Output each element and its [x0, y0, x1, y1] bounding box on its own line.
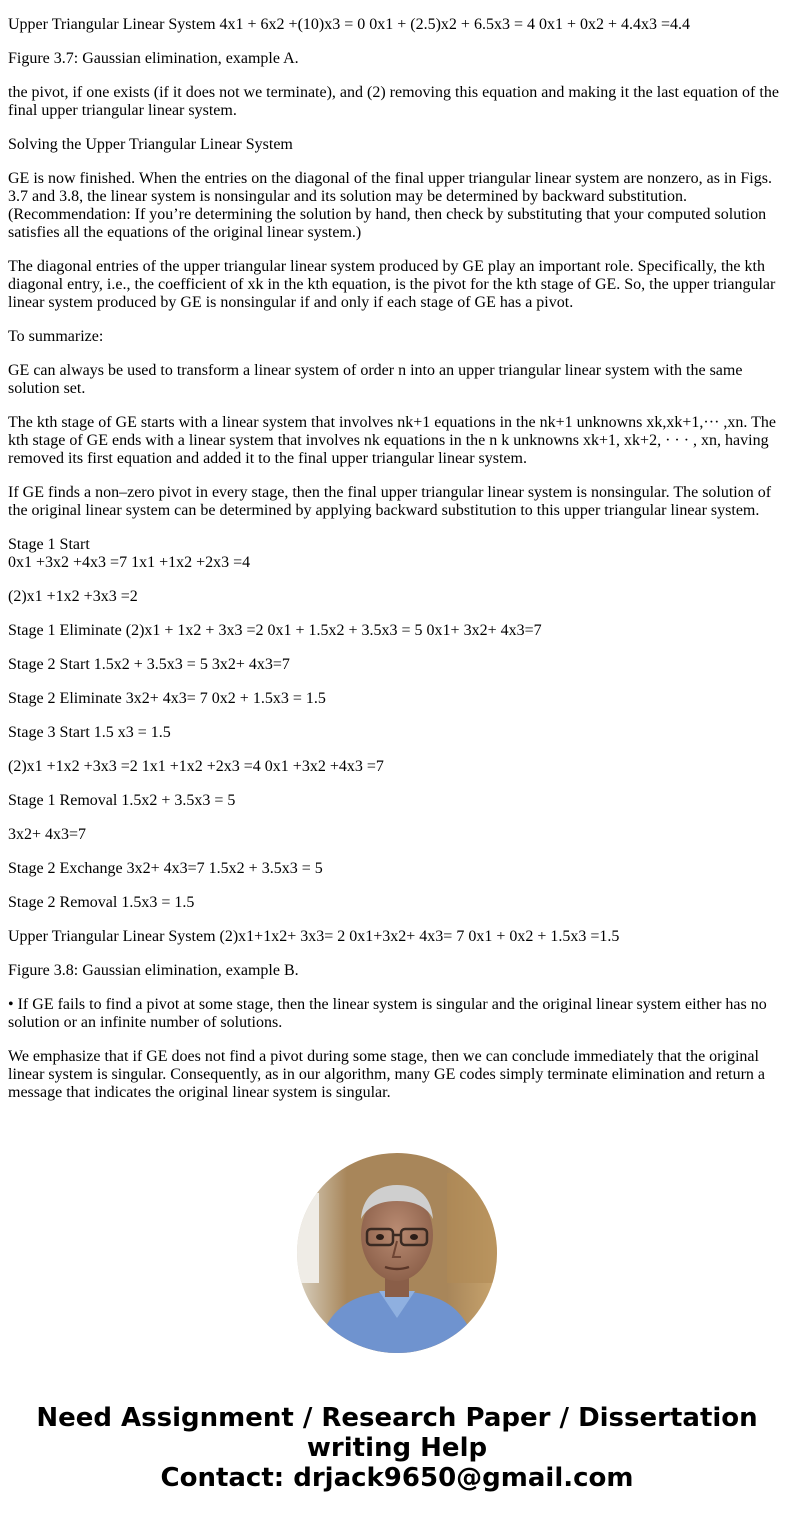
- stage-block: [8, 536, 780, 572]
- paragraph: (2)x1 +1x2 +3x3 =2 1x1 +1x2 +2x3 =4 0x1 +3x2 +4x3 =7: [8, 758, 384, 775]
- promo-contact: Contact: drjack9650@gmail.com: [160, 1463, 634, 1493]
- figure-caption: Figure 3.8: Gaussian elimination, example B.: [8, 962, 299, 979]
- paragraph: Upper Triangular Linear System 4x1 + 6x2 +(10)x3 = 0 0x1 + (2.5)x2 + 6.5x3 = 4 0x1 + 0x2 + 4.4x3 =4.4: [8, 16, 691, 33]
- paragraph: • If GE fails to find a pivot at some stage, then the linear system is singular and the original linear system either has no solution or an infinite number of solutions.: [8, 996, 767, 1031]
- paragraph: The kth stage of GE starts with a linear system that involves nk+1 equations in the nk+1 unknowns xk,xk+1,··· ,xn. The kth stage of GE ends with a linear system that involves nk equations in the n k unknowns xk+1, xk+2, · · · , xn, having removed its first equation and added it to the final upper triangular linear system.: [8, 414, 776, 467]
- section-heading: Solving the Upper Triangular Linear System: [8, 136, 293, 153]
- paragraph: GE can always be used to transform a linear system of order n into an upper triangular linear system with the same solution set.: [8, 362, 743, 397]
- author-photo: [297, 1153, 497, 1353]
- promo-banner: [0, 1403, 794, 1493]
- paragraph: (2)x1 +1x2 +3x3 =2: [8, 588, 138, 605]
- paragraph: GE is now finished. When the entries on the diagonal of the final upper triangular linear system are nonzero, as in Figs. 3.7 and 3.8, the linear system is nonsingular and its solution may be determined by backward substitution. (Recommendation: If you’re determining the solution by hand, then check by substituting that your computed solution satisfies all the equations of the original linear system.): [8, 170, 772, 241]
- paragraph: We emphasize that if GE does not find a pivot during some stage, then we can conclude immediately that the original linear system is singular. Consequently, as in our algorithm, many GE codes simply terminate elimination and return a message that indicates the original linear system is singular.: [8, 1048, 766, 1101]
- paragraph: If GE finds a non–zero pivot in every stage, then the final upper triangular linear system is nonsingular. The solution of the original linear system can be determined by applying backward substitution to this upper triangular linear system.: [8, 484, 772, 519]
- promo-line: writing Help: [306, 1433, 488, 1463]
- paragraph: Stage 2 Exchange 3x2+ 4x3=7 1.5x2 + 3.5x3 = 5: [8, 860, 323, 877]
- paragraph: The diagonal entries of the upper triangular linear system produced by GE play an important role. Specifically, the kth diagonal entry, i.e., the coefficient of xk in the kth equation, is the pivot for the kth stage of GE. So, the upper triangular linear system produced by GE is nonsingular if and only if each stage of GE has a pivot.: [8, 258, 776, 311]
- paragraph: Stage 2 Removal 1.5x3 = 1.5: [8, 894, 195, 911]
- paragraph: Stage 1 Removal 1.5x2 + 3.5x3 = 5: [8, 792, 236, 809]
- paragraph: Stage 2 Eliminate 3x2+ 4x3= 7 0x2 + 1.5x3 = 1.5: [8, 690, 326, 707]
- stage-equations: 0x1 +3x2 +4x3 =7 1x1 +1x2 +2x3 =4: [8, 554, 251, 571]
- figure-caption: Figure 3.7: Gaussian elimination, example A.: [8, 50, 299, 67]
- paragraph: the pivot, if one exists (if it does not we terminate), and (2) removing this equation and making it the last equation of the final upper triangular linear system.: [8, 84, 779, 119]
- paragraph: To summarize:: [8, 328, 104, 345]
- paragraph: Stage 2 Start 1.5x2 + 3.5x3 = 5 3x2+ 4x3=7: [8, 656, 290, 673]
- paragraph: Stage 1 Eliminate (2)x1 + 1x2 + 3x3 =2 0x1 + 1.5x2 + 3.5x3 = 5 0x1+ 3x2+ 4x3=7: [8, 622, 542, 639]
- document-body: [8, 0, 780, 1118]
- portrait-image: [297, 1153, 497, 1353]
- paragraph: Upper Triangular Linear System (2)x1+1x2+ 3x3= 2 0x1+3x2+ 4x3= 7 0x1 + 0x2 + 1.5x3 =1.5: [8, 928, 620, 945]
- paragraph: 3x2+ 4x3=7: [8, 826, 87, 843]
- stage-title: Stage 1 Start: [8, 536, 90, 553]
- paragraph: Stage 3 Start 1.5 x3 = 1.5: [8, 724, 171, 741]
- promo-line: Need Assignment / Research Paper / Dissertation: [36, 1403, 758, 1433]
